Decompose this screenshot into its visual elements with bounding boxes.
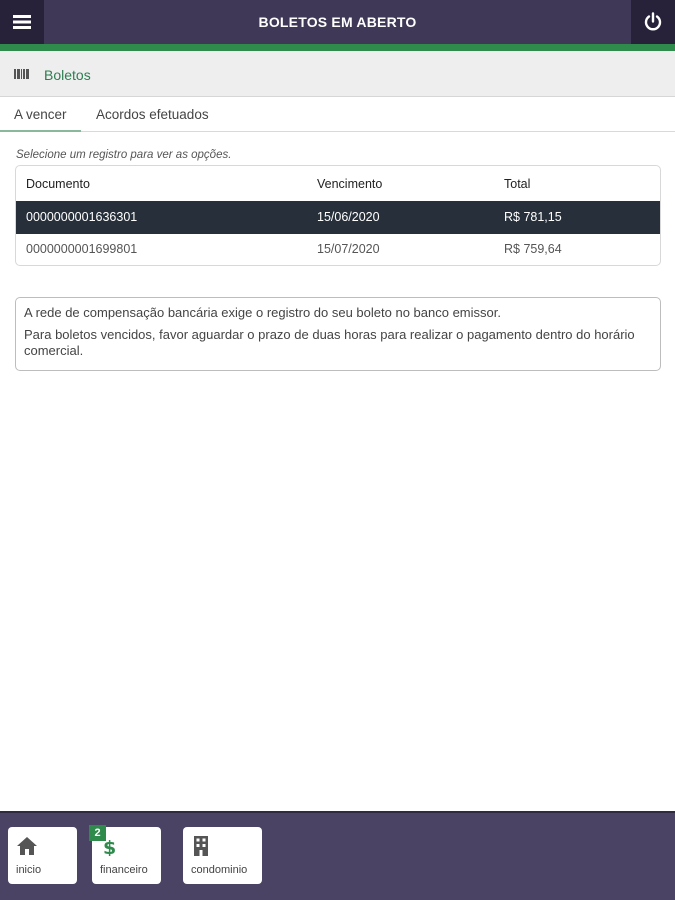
cell-vencimento: 15/06/2020: [317, 210, 380, 224]
section-header: [0, 51, 675, 97]
dollar-icon: [100, 836, 122, 856]
page-title: BOLETOS EM ABERTO: [258, 14, 417, 30]
tab-a-vencer[interactable]: A vencer: [0, 97, 81, 132]
barcode-icon: [14, 69, 29, 79]
info-line-registration: A rede de compensação bancária exige o registro do seu boleto no banco emissor.: [24, 305, 501, 320]
boletos-table: [15, 165, 661, 266]
menu-button[interactable]: [0, 0, 44, 44]
section-title: Boletos: [44, 67, 91, 83]
nav-inicio[interactable]: [8, 827, 77, 884]
hamburger-menu-icon: [13, 14, 31, 30]
header-accent-line: [0, 44, 675, 51]
top-bar: [0, 0, 675, 44]
nav-financeiro[interactable]: [92, 827, 161, 884]
bottom-nav-bar: [0, 811, 675, 900]
cell-documento: 0000000001636301: [26, 210, 138, 224]
cell-documento: 0000000001699801: [26, 242, 138, 256]
home-icon: [16, 836, 38, 856]
selection-hint: Selecione um registro para ver as opções.: [16, 149, 232, 161]
info-line-overdue: Para boletos vencidos, favor aguardar o prazo de duas horas para realizar o pagamento dentro do horário comercial.: [24, 327, 635, 358]
column-header-documento: Documento: [26, 177, 90, 191]
column-header-vencimento: Vencimento: [317, 177, 383, 191]
nav-label-inicio: inicio: [16, 864, 42, 876]
info-notice: [15, 297, 661, 371]
column-header-total: Total: [504, 177, 531, 191]
nav-label-condominio: condominio: [191, 864, 248, 876]
tab-bar: [0, 97, 675, 132]
nav-condominio[interactable]: [183, 827, 262, 884]
logout-button[interactable]: [631, 0, 675, 44]
building-icon: [191, 836, 213, 856]
nav-label-financeiro: financeiro: [100, 864, 148, 876]
cell-total: R$ 781,15: [504, 210, 562, 224]
tab-acordos-efetuados[interactable]: Acordos efetuados: [96, 107, 209, 122]
table-row[interactable]: [16, 233, 660, 266]
cell-vencimento: 15/07/2020: [317, 242, 380, 256]
table-header: [16, 168, 660, 201]
svg-text:$: $: [103, 837, 117, 856]
cell-total: R$ 759,64: [504, 242, 562, 256]
power-icon: [643, 12, 663, 32]
notification-badge: 2: [89, 825, 106, 841]
table-row-selected[interactable]: [16, 201, 660, 234]
